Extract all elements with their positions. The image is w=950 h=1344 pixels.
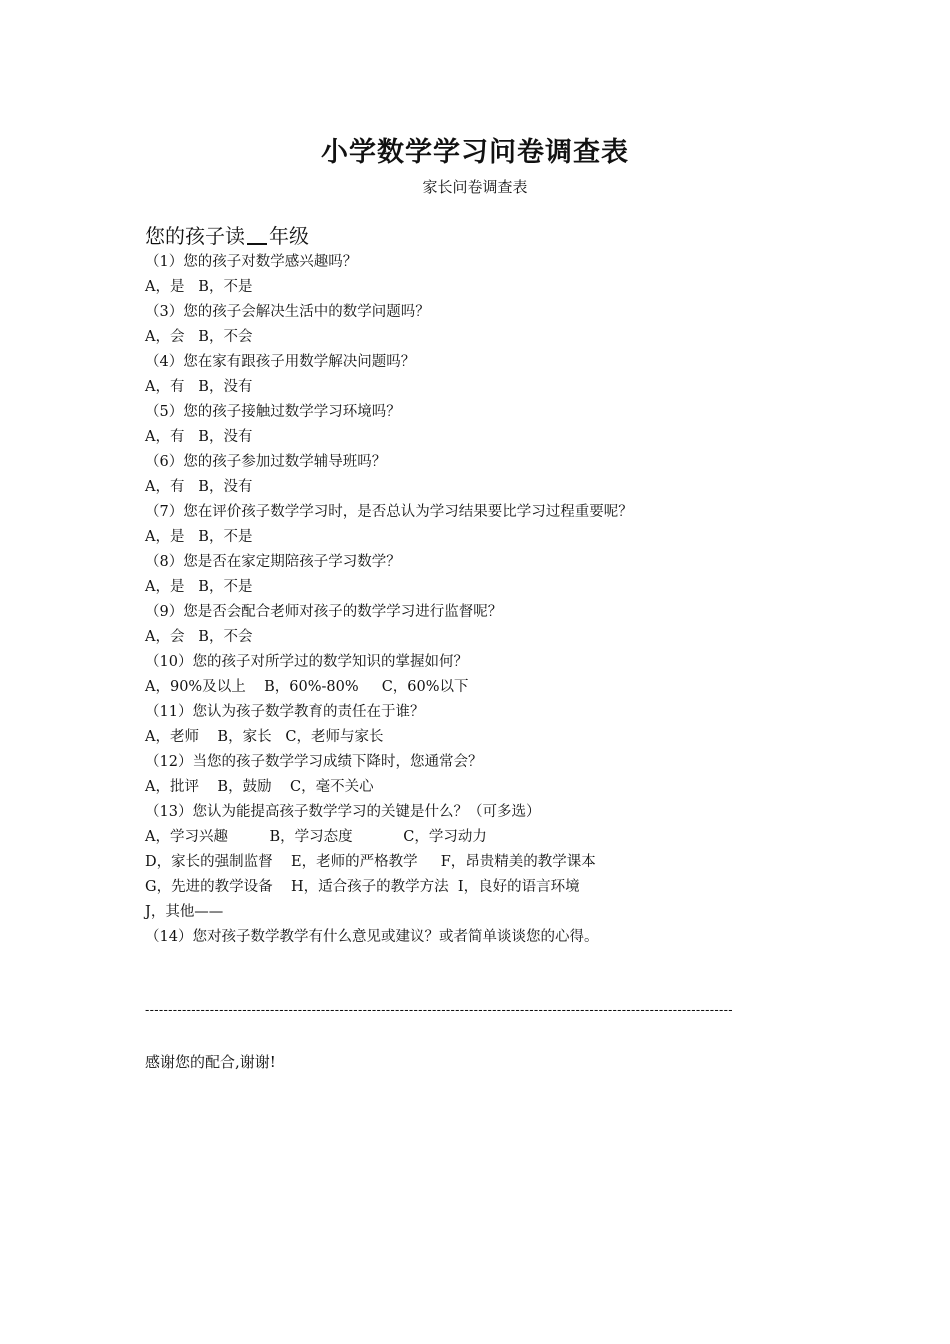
question-line: （6）您的孩子参加过数学辅导班吗？ [145,454,387,470]
answer-options: A，有 B，没有 [145,479,253,495]
question-line: （4）您在家有跟孩子用数学解决问题吗？ [145,354,416,370]
answer-options: A，是 B，不是 [145,579,253,595]
grade-blank [247,225,267,245]
divider-line: ------------------------------------------------------------------------------------------------------------------------------- [145,1002,733,1017]
question-line: （7）您在评价孩子数学学习时，是否总认为学习结果要比学习过程重要呢？ [145,504,633,520]
answer-options: A，有 B，没有 [145,379,253,395]
answer-options: A，老师 B，家长 C，老师与家长 [145,729,384,745]
grade-prompt-after: 年级 [269,224,309,248]
answer-options: D，家长的强制监督 E，老师的严格教学 F，昂贵精美的教学课本 [145,854,596,870]
answer-options: A，学习兴趣 B，学习态度 C，学习动力 [145,829,487,845]
question-line: （1）您的孩子对数学感兴趣吗？ [145,254,358,270]
question-line: （13）您认为能提高孩子数学学习的关键是什么？（可多选） [145,804,541,820]
question-line: （10）您的孩子对所学过的数学知识的掌握如何？ [145,654,468,670]
answer-options: A，会 B，不会 [145,629,253,645]
grade-prompt [145,222,795,250]
answer-options: A，90%及以上 B，60%-80% C，60%以下 [145,679,469,695]
answer-options: A，会 B，不会 [145,329,253,345]
question-line: （12）当您的孩子数学学习成绩下降时，您通常会？ [145,754,483,770]
answer-options: A，是 B，不是 [145,529,253,545]
thanks-note: 感谢您的配合,谢谢! [145,1053,276,1071]
answer-options: A，是 B，不是 [145,279,253,295]
answer-options: G，先进的教学设备 H，适合孩子的教学方法 I，良好的语言环境 [145,879,580,895]
question-line: （8）您是否在家定期陪孩子学习数学？ [145,554,401,570]
questionnaire-body [145,222,795,1072]
answer-options: A，有 B，没有 [145,429,253,445]
page-title: 小学数学学习问卷调查表 [321,137,629,168]
question-line: （14）您对孩子数学教学有什么意见或建议？或者简单谈谈您的心得。 [145,929,599,945]
answer-space [145,950,795,1002]
answer-options: A，批评 B，鼓励 C，毫不关心 [145,779,374,795]
answer-options: J，其他—— [145,904,224,920]
question-line: （9）您是否会配合老师对孩子的数学学习进行监督呢？ [145,604,503,620]
page-subtitle: 家长问卷调查表 [422,178,528,196]
question-line: （3）您的孩子会解决生活中的数学问题吗？ [145,304,430,320]
question-line: （11）您认为孩子数学教育的责任在于谁？ [145,704,425,720]
question-line: （5）您的孩子接触过数学学习环境吗？ [145,404,401,420]
grade-prompt-before: 您的孩子读 [145,224,245,248]
